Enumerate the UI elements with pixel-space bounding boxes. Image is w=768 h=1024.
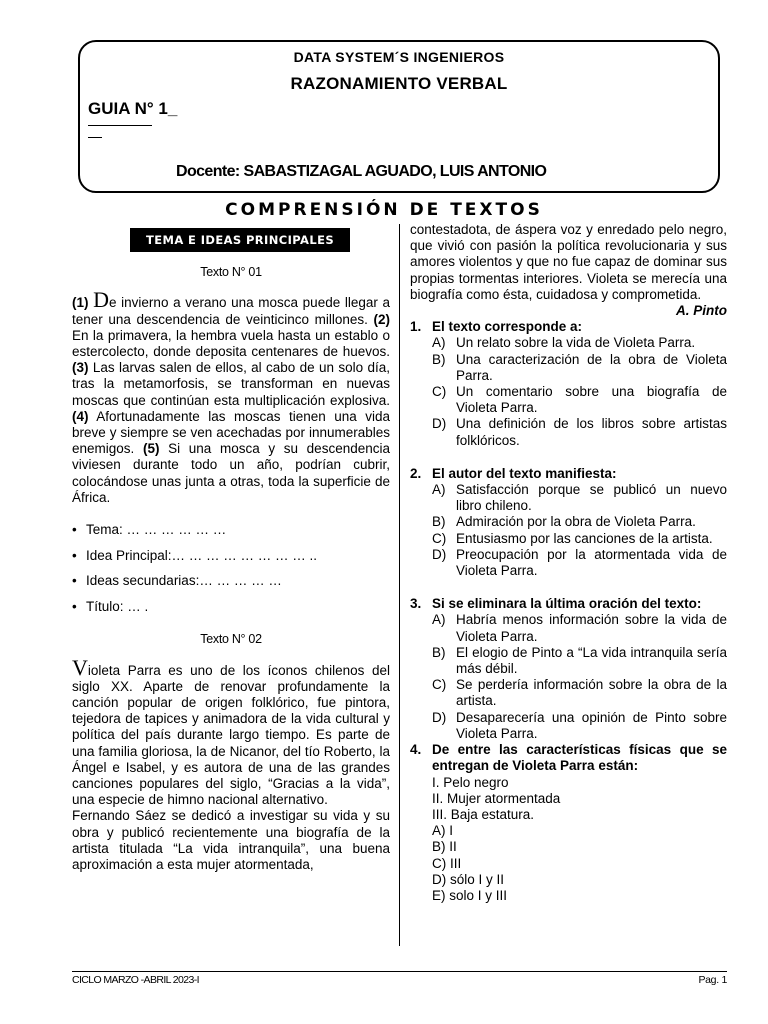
author-signature: A. Pinto <box>676 303 727 319</box>
option[interactable]: D) sólo I y II <box>432 871 505 887</box>
texto-1-paragraph: (1) De invierno a verano una mosca puede llegar a tener una descendencia de veinticinco millones. (2) En la primavera, la hembra vuela hasta un establo o estercolecto, donde deposita centenares de huevos. (3) Las larvas salen de ellos, al cabo de un solo día, tras la metamorfosis, se transforman en nuevas moscas que continúan esta multiplicación explosiva. (4) Afortunadamente las moscas tienen una vida breve y siempre se ven acechadas por innumerables enemigos. (5) Si una mosca y su descendencia viviesen durante todo un año, podrían cubrir, colocándose unas junta a otras, toda la superficie de África. <box>72 287 391 505</box>
question-4: 4. De entre las características físicas que se entregan de Violeta Parra están: I. Pelo negro II. Mujer atormentada III. Baja estatura. A) I B) II C) III D) sólo I y II E) solo I y III <box>410 742 727 903</box>
option[interactable]: B) El elogio de Pinto a “La vida intranquila sería más débil. <box>432 644 727 677</box>
texto-2-continuation: contestadota, de áspera voz y enredado pelo negro, que vivió con pasión la política revolucionaria y sus amores violentos y que no fue capaz de dominar sus propias tormentas interiores. Violeta se merecía una biografía como ésta, cuidadosa y comprometida. <box>410 222 727 302</box>
drop-cap: V <box>72 654 88 680</box>
option[interactable]: D) Una definición de los libros sobre artistas folklóricos. <box>432 416 727 448</box>
page-number: Pag. 1 <box>698 974 727 986</box>
question-3: 3. Si se eliminara la última oración del texto: A) Habría menos información sobre la vida de Violeta Parra. B) El elogio de Pinto a “La vida intranquila sería más débil. C) Se perdería información sobre la obra de la artista. D) Desaparecería una opinión de Pinto sobre Violeta Parra. <box>410 596 727 741</box>
sentence-number: (1) <box>72 295 94 311</box>
statement: II. Mujer atormentada <box>432 790 561 806</box>
question-2: 2. El autor del texto manifiesta: A) Satisfacción porque se publicó un nuevo libro chileno. B) Admiración por la obra de Violeta Parra. C) Entusiasmo por las canciones de la artista. D) Preocupación por la atormentada vida de Violeta Parra. <box>410 465 727 579</box>
option[interactable]: C) Un comentario sobre una biografía de Violeta Parra. <box>432 384 727 416</box>
option[interactable]: E) solo I y III <box>432 887 508 903</box>
option[interactable]: C) Entusiasmo por las canciones de la artista. <box>432 530 713 546</box>
question-text: De entre las características físicas que se entregan de Violeta Parra están: <box>432 742 727 774</box>
left-column <box>72 228 390 873</box>
option[interactable]: B) Admiración por la obra de Violeta Parra. <box>432 514 696 530</box>
sentence-number: (3) <box>72 360 89 376</box>
texto-2-paragraph-1: Violeta Parra es uno de los íconos chilenos del siglo XX. Aparte de renovar profundamente la canción popular de origen folklórico, fue pintora, tejedora de tapices y animadora de la vida cultural y política del país durante largo tiempo. Es parte de una familia gloriosa, la de Nicanor, del tío Roberto, la Ángel e Isabel, y es autora de una de las grandes canciones populares del siglo, “Gracias a la vida”, una especie de himno nacional alternativo. <box>72 654 390 808</box>
blank-line <box>88 125 152 126</box>
option[interactable]: A) Habría menos información sobre la vida de Violeta Parra. <box>432 612 727 644</box>
bullet-tema: • Tema: … … … … … … <box>72 522 390 538</box>
section-heading: TEMA E IDEAS PRINCIPALES <box>130 228 350 252</box>
footer-rule <box>72 971 727 972</box>
statement: I. Pelo negro <box>432 774 509 790</box>
course-title: RAZONAMIENTO VERBAL <box>290 74 508 93</box>
statement: III. Baja estatura. <box>432 806 535 822</box>
sentence-number: (5) <box>142 441 160 457</box>
analysis-bullets <box>72 522 390 615</box>
question-text: El texto corresponde a: <box>432 319 583 335</box>
footer-cycle: CICLO MARZO -ABRIL 2023-I <box>72 974 199 986</box>
option[interactable]: A) Un relato sobre la vida de Violeta Parra. <box>432 335 696 351</box>
texto-2-paragraph-2: Fernando Sáez se dedicó a investigar su vida y su obra y publicó recientemente una biografía de la artista titulada “La vida intranquila”, una buena aproximación a esta mujer atormentada, <box>72 808 390 872</box>
option[interactable]: A) Satisfacción porque se publicó un nuevo libro chileno. <box>432 482 727 514</box>
question-text: Si se eliminara la última oración del texto: <box>432 596 702 612</box>
option[interactable]: D) Preocupación por la atormentada vida de Violeta Parra. <box>432 546 727 579</box>
teacher-name: Docente: SABASTIZAGAL AGUADO, LUIS ANTONIO <box>176 163 547 180</box>
option[interactable]: A) I <box>432 823 454 839</box>
option[interactable]: C) Se perdería información sobre la obra de la artista. <box>432 677 727 709</box>
right-column <box>410 222 727 904</box>
question-1: 1. El texto corresponde a: A) Un relato sobre la vida de Violeta Parra. B) Una caracterización de la obra de Violeta Parra. C) Un comentario sobre una biografía de Violeta Parra. D) Una definición de los libros sobre artistas folklóricos. <box>410 319 727 448</box>
header-box <box>78 40 720 193</box>
company-name: DATA SYSTEM´S INGENIEROS <box>293 49 505 65</box>
option[interactable]: D) Desaparecería una opinión de Pinto sobre Violeta Parra. <box>432 709 727 741</box>
bullet-titulo: • Título: … . <box>72 599 390 615</box>
sentence-number: (2) <box>373 311 390 327</box>
drop-cap: D <box>93 287 110 313</box>
option[interactable]: C) III <box>432 855 462 871</box>
bullet-ideas-secundarias: • Ideas secundarias:… … … … … <box>72 573 390 589</box>
blank-line-short <box>88 137 102 138</box>
bullet-idea-principal: • Idea Principal:… … … … … … … … .. <box>72 548 390 564</box>
option[interactable]: B) II <box>432 839 457 855</box>
guide-number: GUIA N° 1_ <box>88 99 178 118</box>
column-divider <box>399 224 400 946</box>
sentence-number: (4) <box>72 408 89 424</box>
question-text: El autor del texto manifiesta: <box>432 465 617 481</box>
page-title: COMPRENSIÓN DE TEXTOS <box>225 200 543 220</box>
texto-1-label: Texto N° 01 <box>200 265 262 280</box>
texto-2-label: Texto N° 02 <box>200 632 262 647</box>
option[interactable]: B) Una caracterización de la obra de Violeta Parra. <box>432 351 727 383</box>
